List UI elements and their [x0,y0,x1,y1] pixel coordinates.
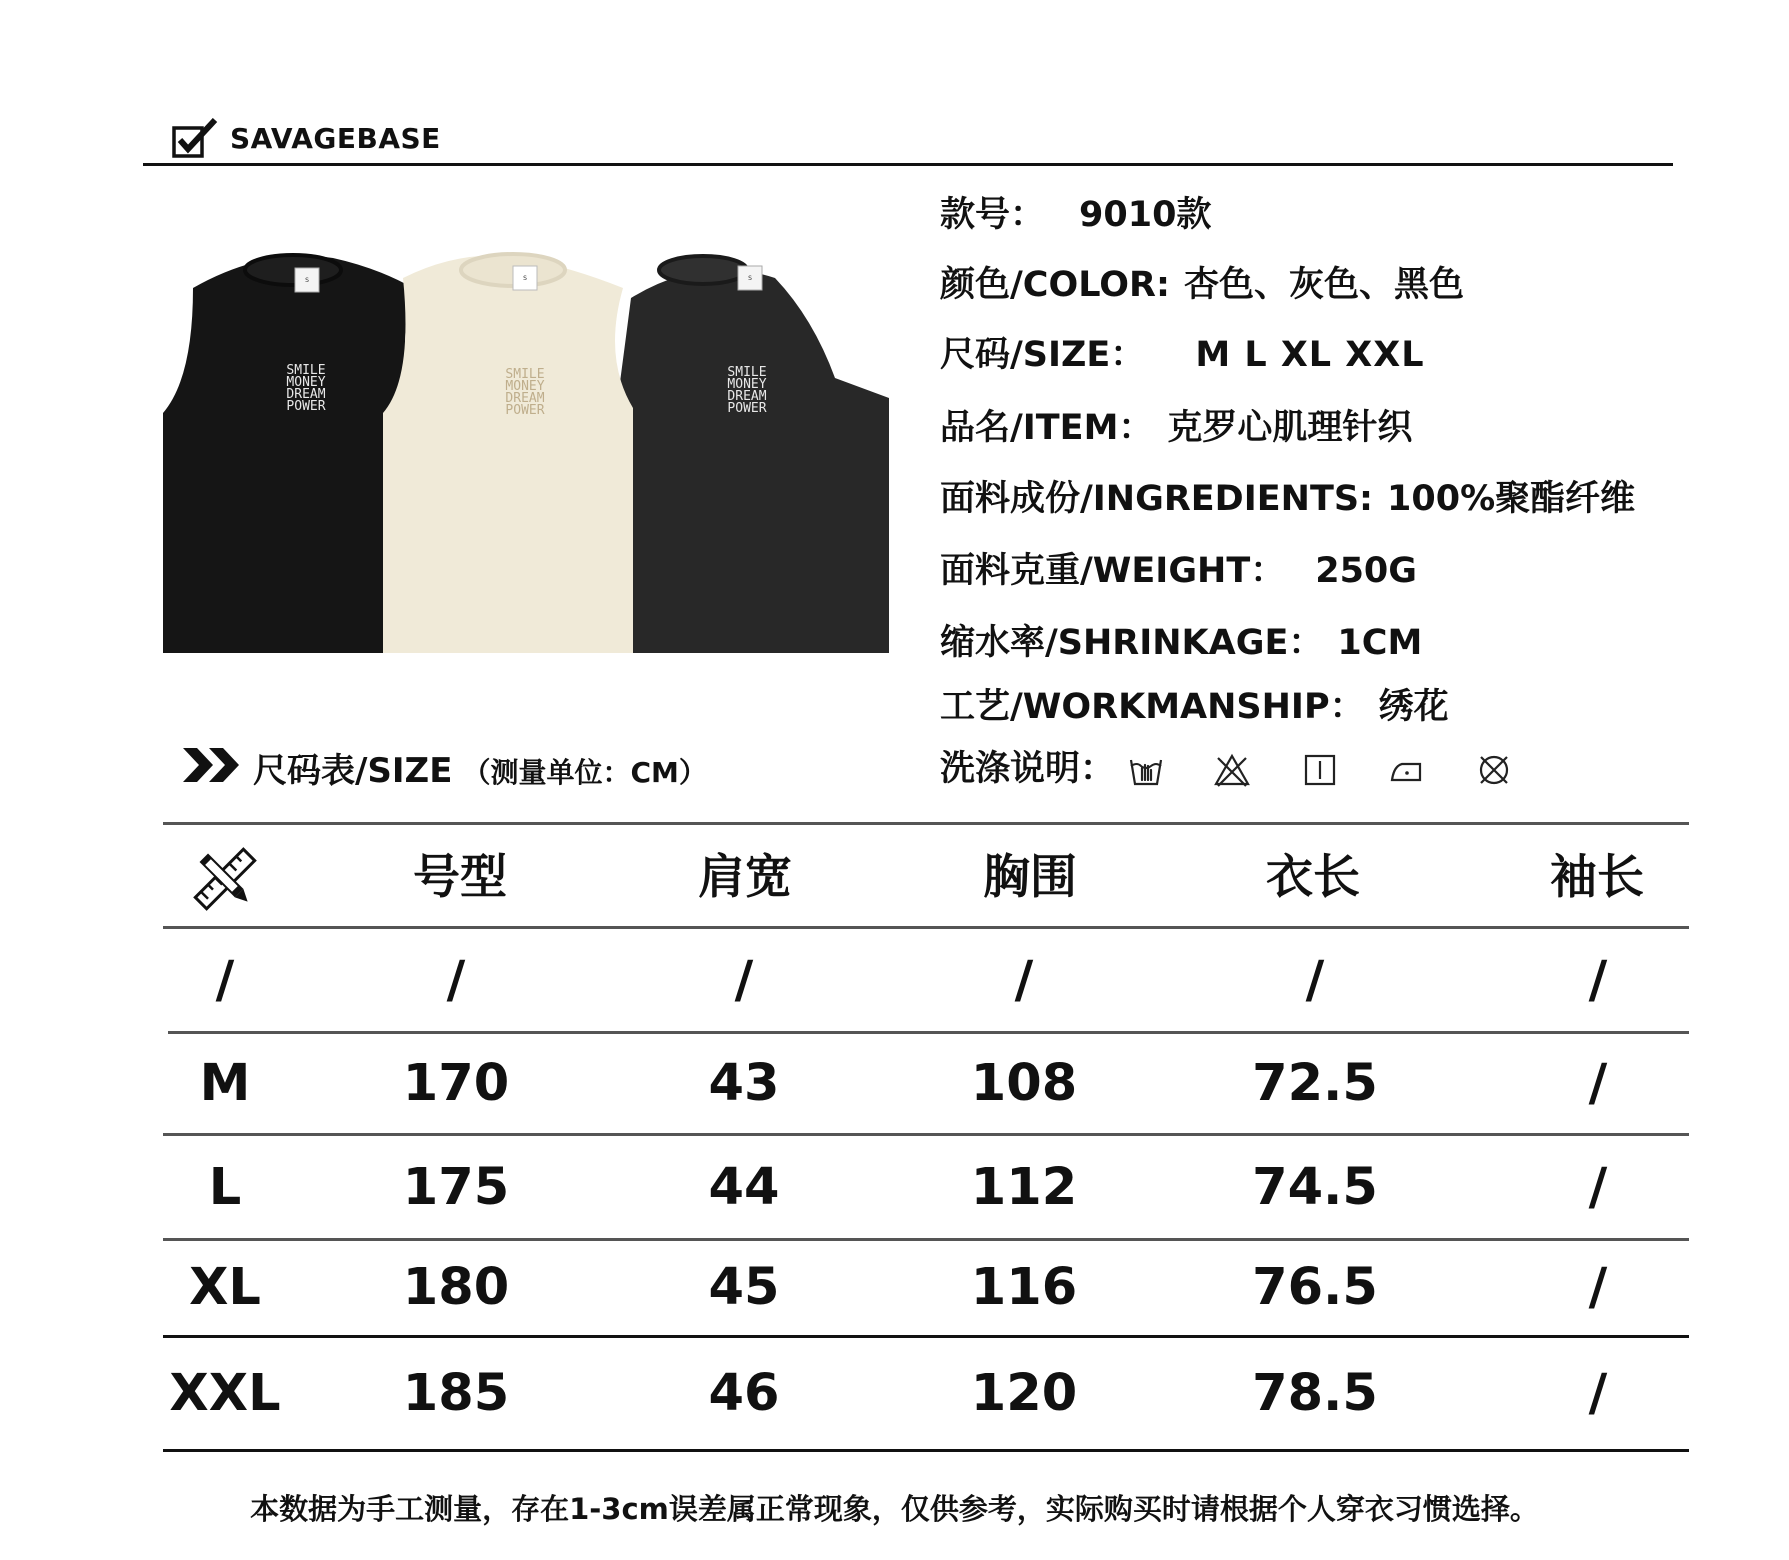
spec-label: 面料成份/INGREDIENTS: [940,479,1374,519]
spec-item [940,408,1413,448]
header-cell: 衣长 [1266,850,1360,905]
vest-dark-grey [597,256,889,653]
product-photo [163,248,889,653]
table-cell: 74.5 [1252,1158,1378,1217]
header-cell: 胸围 [983,850,1077,905]
spec-label: 品名/ITEM： [940,408,1154,448]
header-divider [143,163,1673,166]
table-cell: XL [189,1258,261,1317]
checkmark-logo-icon [172,118,218,158]
spec-value: 1CM [1337,623,1423,663]
table-cell: 43 [708,1054,780,1113]
header-cell: 袖长 [1550,850,1644,905]
table-cell: / [446,951,466,1010]
ruler-pencil-icon [190,845,260,913]
table-rule [163,1238,1689,1241]
print-line: MONEY [727,377,767,392]
spec-value: 100%聚酯纤维 [1387,479,1636,519]
table-cell: / [734,951,754,1010]
table-cell: XXL [169,1364,281,1423]
table-cell: / [1014,951,1034,1010]
brand-name: SAVAGEBASE [230,122,441,155]
table-rule [168,1031,1689,1034]
header-cell: 号型 [413,850,507,905]
table-cell: 112 [970,1158,1078,1217]
table-cell: / [1588,1054,1608,1113]
table-cell: 108 [970,1054,1078,1113]
hand-wash-icon [1128,752,1164,788]
table-rule [163,1449,1689,1452]
footer-note: 本数据为手工测量，存在1-3cm误差属正常现象，仅供参考，实际购买时请根据个人穿衣习惯选择。 [250,1492,1539,1526]
size-chart-title [253,743,707,792]
table-cell: 76.5 [1252,1258,1378,1317]
print-line: SMILE [505,367,545,382]
spec-size [940,335,1425,375]
table-cell: 120 [970,1364,1078,1423]
spec-label: 面料克重/WEIGHT： [940,551,1286,591]
spec-value: 杏色、灰色、黑色 [1183,265,1464,305]
table-cell: 180 [402,1258,510,1317]
spec-value: 9010款 [1079,195,1212,235]
table-cell: 44 [708,1158,780,1217]
spec-label: 工艺/WORKMANSHIP： [940,687,1365,727]
table-rule [163,926,1689,929]
table-rule [163,1133,1689,1136]
table-cell: 78.5 [1252,1364,1378,1423]
table-cell: 170 [402,1054,510,1113]
table-cell: 175 [402,1158,510,1217]
spec-label: 颜色/COLOR: [940,265,1170,305]
spec-weight [940,551,1418,591]
print-line: MONEY [286,375,326,390]
spec-value: 250G [1315,551,1418,591]
table-cell: 72.5 [1252,1054,1378,1113]
print-line: SMILE [727,365,767,380]
table-cell: / [215,951,235,1010]
table-cell: / [1588,1158,1608,1217]
table-cell: 46 [708,1364,780,1423]
spec-value: 绣花 [1378,687,1449,727]
double-chevron-right-icon [183,748,241,782]
spec-label: 尺码/SIZE： [940,335,1146,375]
print-line: DREAM [505,391,545,406]
table-cell: / [1588,951,1608,1010]
no-dry-clean-icon [1476,752,1512,788]
spec-shrinkage [940,623,1423,663]
unit-note: （测量单位：CM） [462,756,707,789]
size-chart-title-text: 尺码表/SIZE [253,751,453,791]
print-line: POWER [286,399,326,414]
print-line: SMILE [286,363,326,378]
svg-text:S: S [523,275,527,282]
header-cell: 肩宽 [698,850,792,905]
table-cell: / [1588,1258,1608,1317]
table-cell: M [199,1054,251,1113]
no-bleach-icon [1214,752,1250,788]
spec-workmanship [940,687,1449,727]
print-line: MONEY [505,379,545,394]
table-cell: 45 [708,1258,780,1317]
spec-value: 克罗心肌理针织 [1167,408,1413,448]
print-line: DREAM [727,389,767,404]
svg-text:S: S [305,277,309,284]
tumble-dry-icon [1302,752,1338,788]
spec-ingredients [940,479,1636,519]
table-cell: 116 [970,1258,1078,1317]
iron-icon [1388,752,1424,788]
spec-label: 缩水率/SHRINKAGE： [940,623,1324,663]
table-rule [163,1335,1689,1338]
spec-style-number [940,195,1212,235]
vest-apricot [383,254,633,653]
spec-washing [940,749,1116,789]
svg-text:S: S [748,275,752,282]
table-cell: / [1305,951,1325,1010]
table-rule [163,822,1689,825]
print-line: DREAM [286,387,326,402]
table-cell: 185 [402,1364,510,1423]
table-cell: / [1588,1364,1608,1423]
table-cell: L [208,1158,242,1217]
print-line: POWER [505,403,545,418]
spec-color [940,265,1464,305]
spec-label: 款号： [940,195,1046,235]
spec-label: 洗涤说明： [940,749,1116,789]
spec-value: M L XL XXL [1195,335,1425,375]
print-line: POWER [727,401,767,416]
